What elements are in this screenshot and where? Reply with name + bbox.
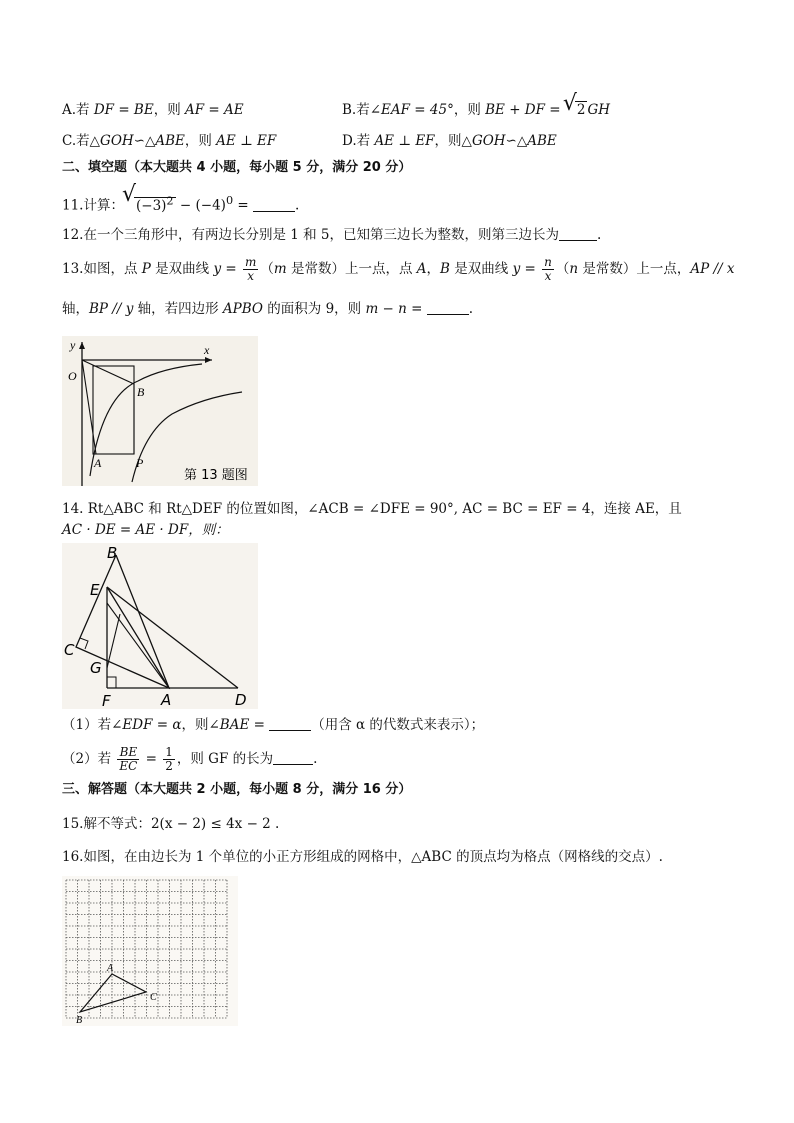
answer-blank-13[interactable]: [427, 300, 469, 315]
figure-13-graph: [62, 336, 258, 486]
fraction-m-over-x: $\frac{m}{x}$: [245, 255, 257, 283]
figure-13: [62, 336, 258, 486]
question-13-line-1: 13.如图，点 P 是双曲线 y = $\frac{m}{x}$ （m 是常数）上一点，点 A，B 是双曲线 y = $\frac{n}{x}$ （n 是常数）上一点，AP // x: [62, 255, 735, 283]
label-x: x: [204, 343, 210, 357]
answer-blank-14-2[interactable]: [273, 750, 313, 765]
label-b: B: [137, 385, 145, 399]
label-y: y: [70, 338, 76, 352]
fraction-n-over-x: $\frac{n}{x}$: [544, 255, 552, 283]
section-3-title: 三、解答题（本大题共 2 小题，每小题 8 分，满分 16 分）: [62, 782, 412, 797]
option-d: D.若 AE ⊥ EF，则△GOH∽△ABE: [342, 133, 557, 149]
fraction-one-half: $\frac{1}{2}$: [165, 745, 173, 773]
question-14-part-1: （1）若∠EDF = α，则∠BAE = （用含 α 的代数式来表示）；: [62, 717, 485, 733]
label-b: B: [107, 544, 118, 562]
fraction-be-over-ec: $\frac{BE}{EC}$: [119, 745, 138, 773]
option-c: C.若△GOH∽△ABE，则 AE ⊥ EF: [62, 133, 277, 149]
answer-blank-12[interactable]: [559, 226, 597, 241]
label-p: P: [136, 456, 144, 470]
question-14-part-2: （2）若 $\frac{BE}{EC}$ = $\frac{1}{2}$ ，则 GF 的长为 .: [62, 745, 318, 773]
label-b: B: [76, 1015, 83, 1026]
answer-blank-14-1[interactable]: [269, 716, 311, 731]
figure-16-grid: [62, 876, 238, 1026]
option-b: B.若∠EAF = 45°，则 BE + DF = √ 2 GH: [342, 91, 611, 118]
section-2-title: 二、填空题（本大题共 4 小题，每小题 5 分，满分 20 分）: [62, 160, 412, 175]
question-14-line-2: AC · DE = AE · DF，则：: [62, 522, 229, 538]
question-15: 15.解不等式：2(x − 2) ≤ 4x − 2 .: [62, 816, 280, 832]
question-14-line-1: 14. Rt△ABC 和 Rt△DEF 的位置如图，∠ACB = ∠DFE = 90°, AC = BC = EF = 4，连接 AE，且: [62, 501, 682, 517]
label-g: G: [90, 659, 102, 677]
figure-13-caption: 第 13 题图: [184, 468, 248, 483]
label-d: D: [235, 691, 247, 709]
label-e: E: [90, 581, 100, 599]
answer-blank-11[interactable]: [253, 197, 295, 212]
question-13-line-2: 轴，BP // y 轴，若四边形 APBO 的面积为 9，则 m − n = .: [62, 301, 474, 317]
option-a: A.若 DF = BE，则 AF = AE: [62, 102, 244, 118]
figure-14: [62, 543, 258, 709]
sqrt-symbol: √ 2: [562, 91, 586, 118]
label-c: C: [64, 641, 75, 659]
question-11: 11.计算： √ $(-3)^2 - (-4)^0$ = .: [62, 182, 300, 214]
label-a: A: [107, 963, 114, 974]
label-f: F: [102, 692, 111, 709]
label-a: A: [94, 456, 102, 470]
question-16: 16.如图，在由边长为 1 个单位的小正方形组成的网格中，△ABC 的顶点均为格点（网格线的交点）.: [62, 849, 663, 865]
label-a: A: [161, 691, 172, 709]
figure-16: [62, 876, 238, 1026]
question-12: 12.在一个三角形中，有两边长分别是 1 和 5，已知第三边长为整数，则第三边长为 .: [62, 227, 602, 243]
figure-14-graph: [62, 543, 258, 709]
label-o: O: [68, 369, 77, 383]
label-c: C: [150, 992, 157, 1003]
sqrt-symbol: √ $(-3)^2$: [121, 182, 174, 214]
